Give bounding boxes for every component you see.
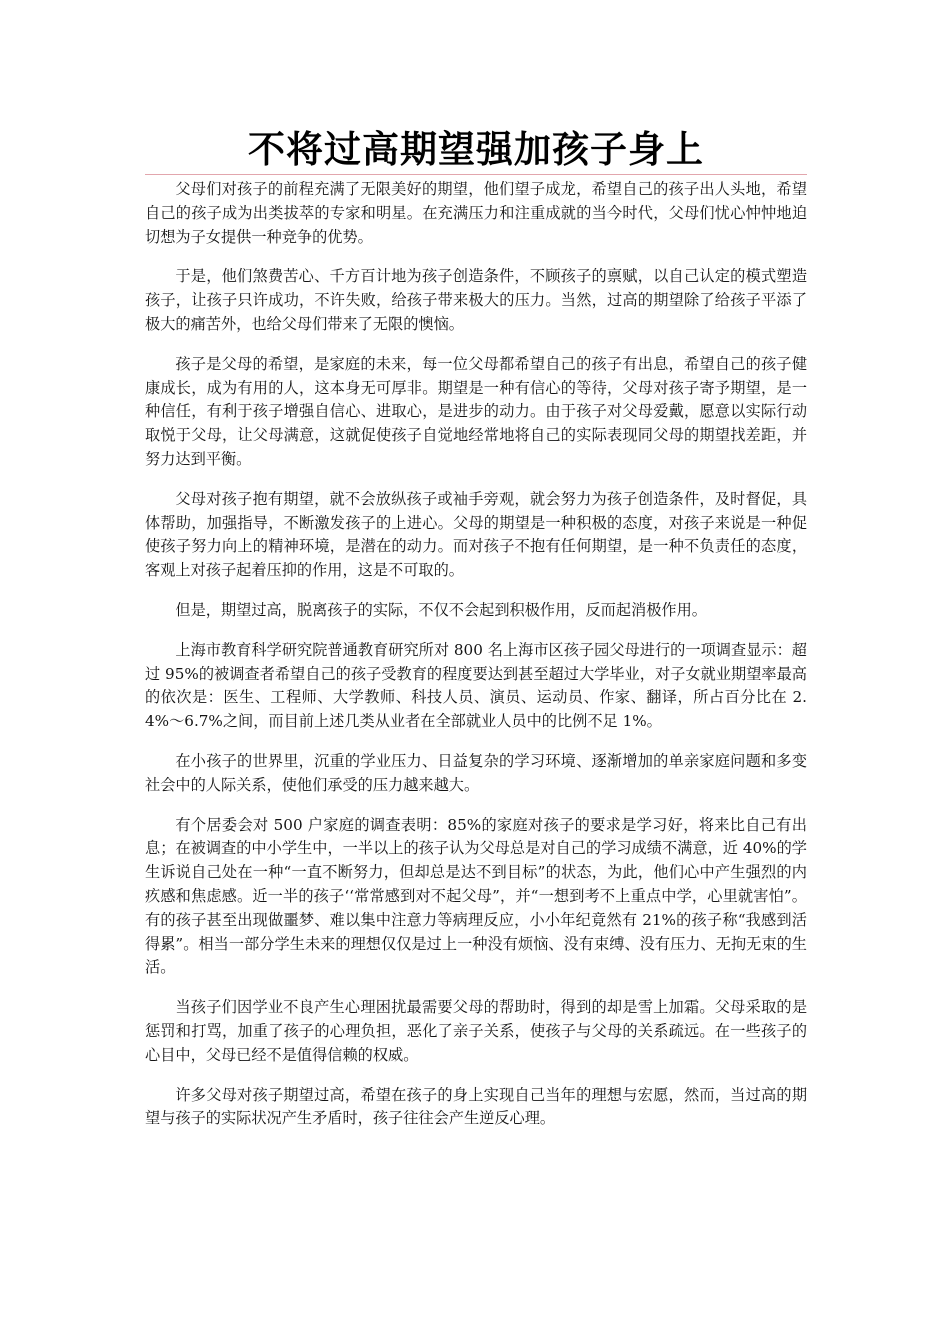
paragraph-7: 在小孩子的世界里，沉重的学业压力、日益复杂的学习环境、逐渐增加的单亲家庭问题和多变社会中的人际关系，使他们承受的压力越来越大。 — [145, 751, 807, 794]
paragraph-8: 有个居委会对 500 户家庭的调查表明：85%的家庭对孩子的要求是学习好，将来比自己有出息；在被调查的中小学生中，一半以上的孩子认为父母总是对自己的学习成绩不满意，近 40%的学生诉说自己处在一种“一直不断努力，但却总是达不到目标”的状态，为此，他们心中产生强烈的内疚感和焦虑感。近一半的孩子‘‘常常感到对不起父母”，并“一想到考不上重点中学，心里就害怕”。有的孩子甚至出现做噩梦、难以集中注意力等病理反应，小小年纪竟然有 21%的孩子称“我感到活得累”。相当一部分学生未来的理想仅仅是过上一种没有烦恼、没有束缚、没有压力、无拘无束的生活。 — [145, 815, 807, 977]
document-body — [145, 178, 807, 1147]
paragraph-2: 于是，他们煞费苦心、千方百计地为孩子创造条件，不顾孩子的禀赋，以自己认定的模式塑造孩子，让孩子只许成功，不许失败，给孩子带来极大的压力。当然，过高的期望除了给孩子平添了极大的痛苦外，也给父母们带来了无限的懊恼。 — [145, 267, 807, 333]
paragraph-6: 上海市教育科学研究院普通教育研究所对 800 名上海市区孩子园父母进行的一项调查显示：超过 95%的被调查者希望自己的孩子受教育的程度要达到甚至超过大学毕业，对子女就业期望率最高的依次是：医生、工程师、大学教师、科技人员、演员、运动员、作家、翻译，所占百分比在 2.4%～6.7%之间，而目前上述几类从业者在全部就业人员中的比例不足 1%。 — [145, 640, 807, 731]
paragraph-5: 但是，期望过高，脱离孩子的实际，不仅不会起到积极作用，反而起消极作用。 — [175, 600, 707, 619]
title-underline — [145, 174, 807, 175]
paragraph-3: 孩子是父母的希望，是家庭的未来，每一位父母都希望自己的孩子有出息，希望自己的孩子健康成长，成为有用的人，这本身无可厚非。期望是一种有信心的等待，父母对孩子寄予期望，是一种信任，有利于孩子增强自信心、进取心，是进步的动力。由于孩子对父母爱戴，愿意以实际行动取悦于父母，让父母满意，这就促使孩子自觉地经常地将自己的实际表现同父母的期望找差距，并努力达到平衡。 — [145, 354, 807, 468]
document-title: 不将过高期望强加孩子身上 — [248, 128, 704, 171]
paragraph-10: 许多父母对孩子期望过高，希望在孩子的身上实现自己当年的理想与宏愿，然而，当过高的期望与孩子的实际状况产生矛盾时，孩子往往会产生逆反心理。 — [145, 1085, 807, 1128]
paragraph-4: 父母对孩子抱有期望，就不会放纵孩子或袖手旁观，就会努力为孩子创造条件，及时督促，具体帮助，加强指导，不断激发孩子的上进心。父母的期望是一种积极的态度，对孩子来说是一种促使孩子努力向上的精神环境，是潜在的动力。而对孩子不抱有任何期望，是一种不负责任的态度，客观上对孩子起着压抑的作用，这是不可取的。 — [145, 489, 807, 580]
paragraph-1: 父母们对孩子的前程充满了无限美好的期望，他们望子成龙，希望自己的孩子出人头地，希望自己的孩子成为出类拔萃的专家和明星。在充满压力和注重成就的当今时代，父母们忧心忡忡地迫切想为子女提供一种竞争的优势。 — [145, 180, 807, 246]
paragraph-9: 当孩子们因学业不良产生心理困扰最需要父母的帮助时，得到的却是雪上加霜。父母采取的是惩罚和打骂，加重了孩子的心理负担，恶化了亲子关系，使孩子与父母的关系疏远。在一些孩子的心目中，父母已经不是值得信赖的权威。 — [145, 998, 807, 1064]
